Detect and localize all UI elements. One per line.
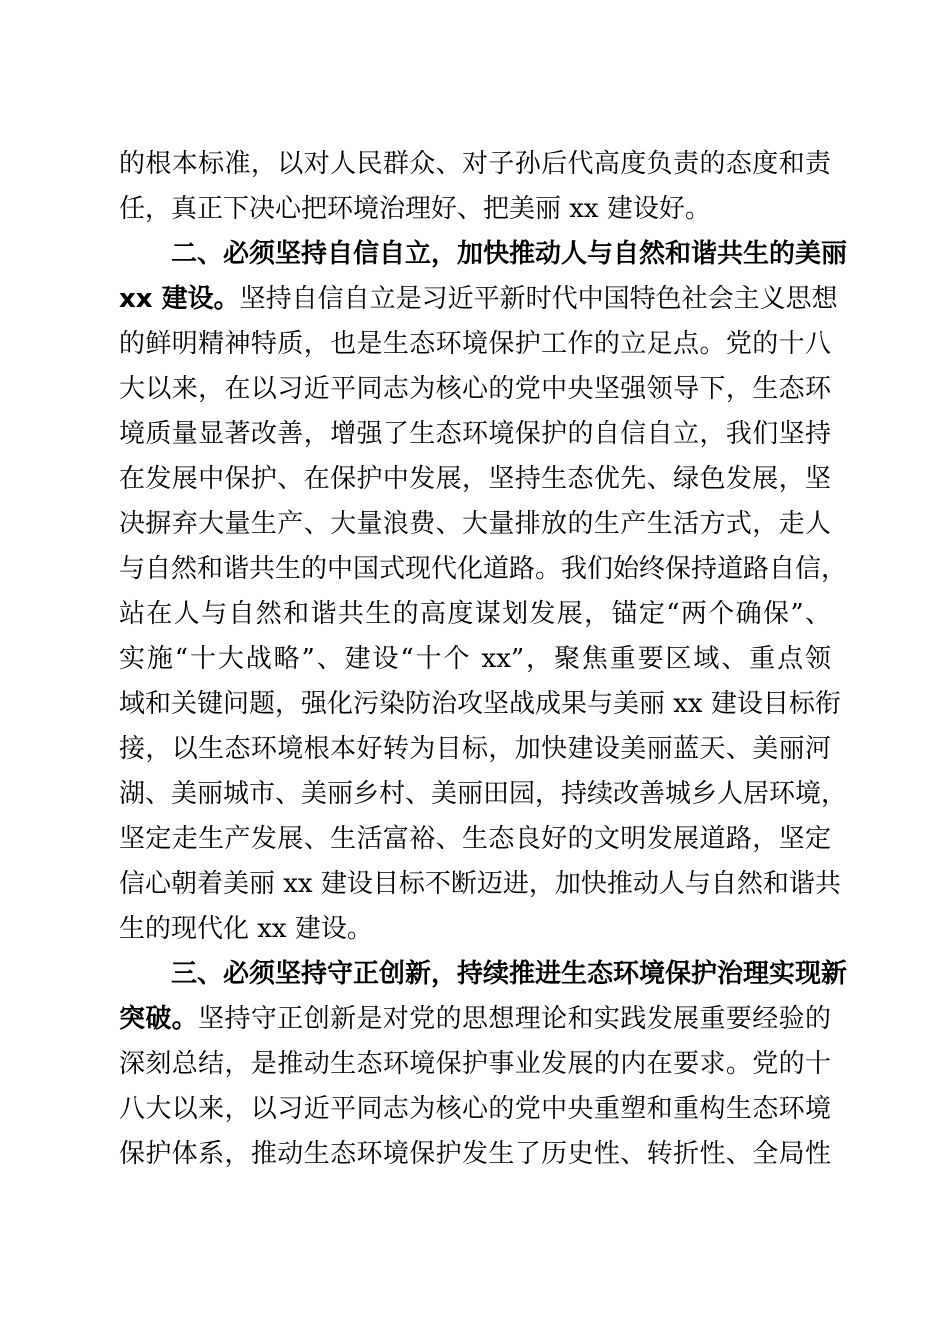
body-line	[119, 279, 838, 319]
body-line: 保护体系，推动生态环境保护发生了历史性、转折性、全局性	[119, 1139, 831, 1169]
body-line: 与自然和谐共生的中国式现代化道路。我们始终保持道路自信，	[119, 554, 848, 584]
body-line: 实施“十大战略”、建设“十个 xx”，聚焦重要区域、重点领	[119, 644, 831, 674]
body-text: 坚持守正创新是对党的思想理论和实践发展重要经验的	[198, 1004, 831, 1034]
body-line: 的根本标准，以对人民群众、对子孙后代高度负责的态度和责	[119, 149, 831, 179]
body-line: 生的现代化 xx 建设。	[119, 914, 373, 944]
body-line: 信心朝着美丽 xx 建设目标不断迈进，加快推动人与自然和谐共	[119, 869, 841, 899]
body-line: 境质量显著改善，增强了生态环境保护的自信自立，我们坚持	[119, 419, 831, 449]
section-heading-2: 二、必须坚持自信自立，加快推动人与自然和谐共生的美丽	[171, 239, 848, 269]
body-line	[119, 999, 831, 1039]
body-text: 坚持自信自立是习近平新时代中国特色社会主义思想	[239, 284, 838, 314]
body-line: 域和关键问题，强化污染防治攻坚战成果与美丽 xx 建设目标衔	[119, 689, 841, 719]
body-line: 湖、美丽城市、美丽乡村、美丽田园，持续改善城乡人居环境，	[119, 779, 848, 809]
body-line: 大以来，在以习近平同志为核心的党中央坚强领导下，生态环	[119, 374, 831, 404]
body-line: 决摒弃大量生产、大量浪费、大量排放的生产生活方式，走人	[119, 509, 831, 539]
section-heading-3-tail: 突破。	[119, 1004, 199, 1034]
body-line: 站在人与自然和谐共生的高度谋划发展，锚定“两个确保”、	[119, 599, 831, 629]
body-line: 深刻总结，是推动生态环境保护事业发展的内在要求。党的十	[119, 1049, 831, 1079]
body-line: 接，以生态环境根本好转为目标，加快建设美丽蓝天、美丽河	[119, 734, 831, 764]
section-heading-3: 三、必须坚持守正创新，持续推进生态环境保护治理实现新	[171, 959, 848, 989]
body-line: 在发展中保护、在保护中发展，坚持生态优先、绿色发展，坚	[119, 464, 831, 494]
section-heading-2-tail: xx 建设。	[119, 284, 240, 314]
body-line: 任，真正下决心把环境治理好、把美丽 xx 建设好。	[119, 194, 711, 224]
body-line: 的鲜明精神特质，也是生态环境保护工作的立足点。党的十八	[119, 329, 831, 359]
body-line: 八大以来，以习近平同志为核心的党中央重塑和重构生态环境	[119, 1094, 831, 1124]
body-line: 坚定走生产发展、生活富裕、生态良好的文明发展道路，坚定	[119, 824, 831, 854]
